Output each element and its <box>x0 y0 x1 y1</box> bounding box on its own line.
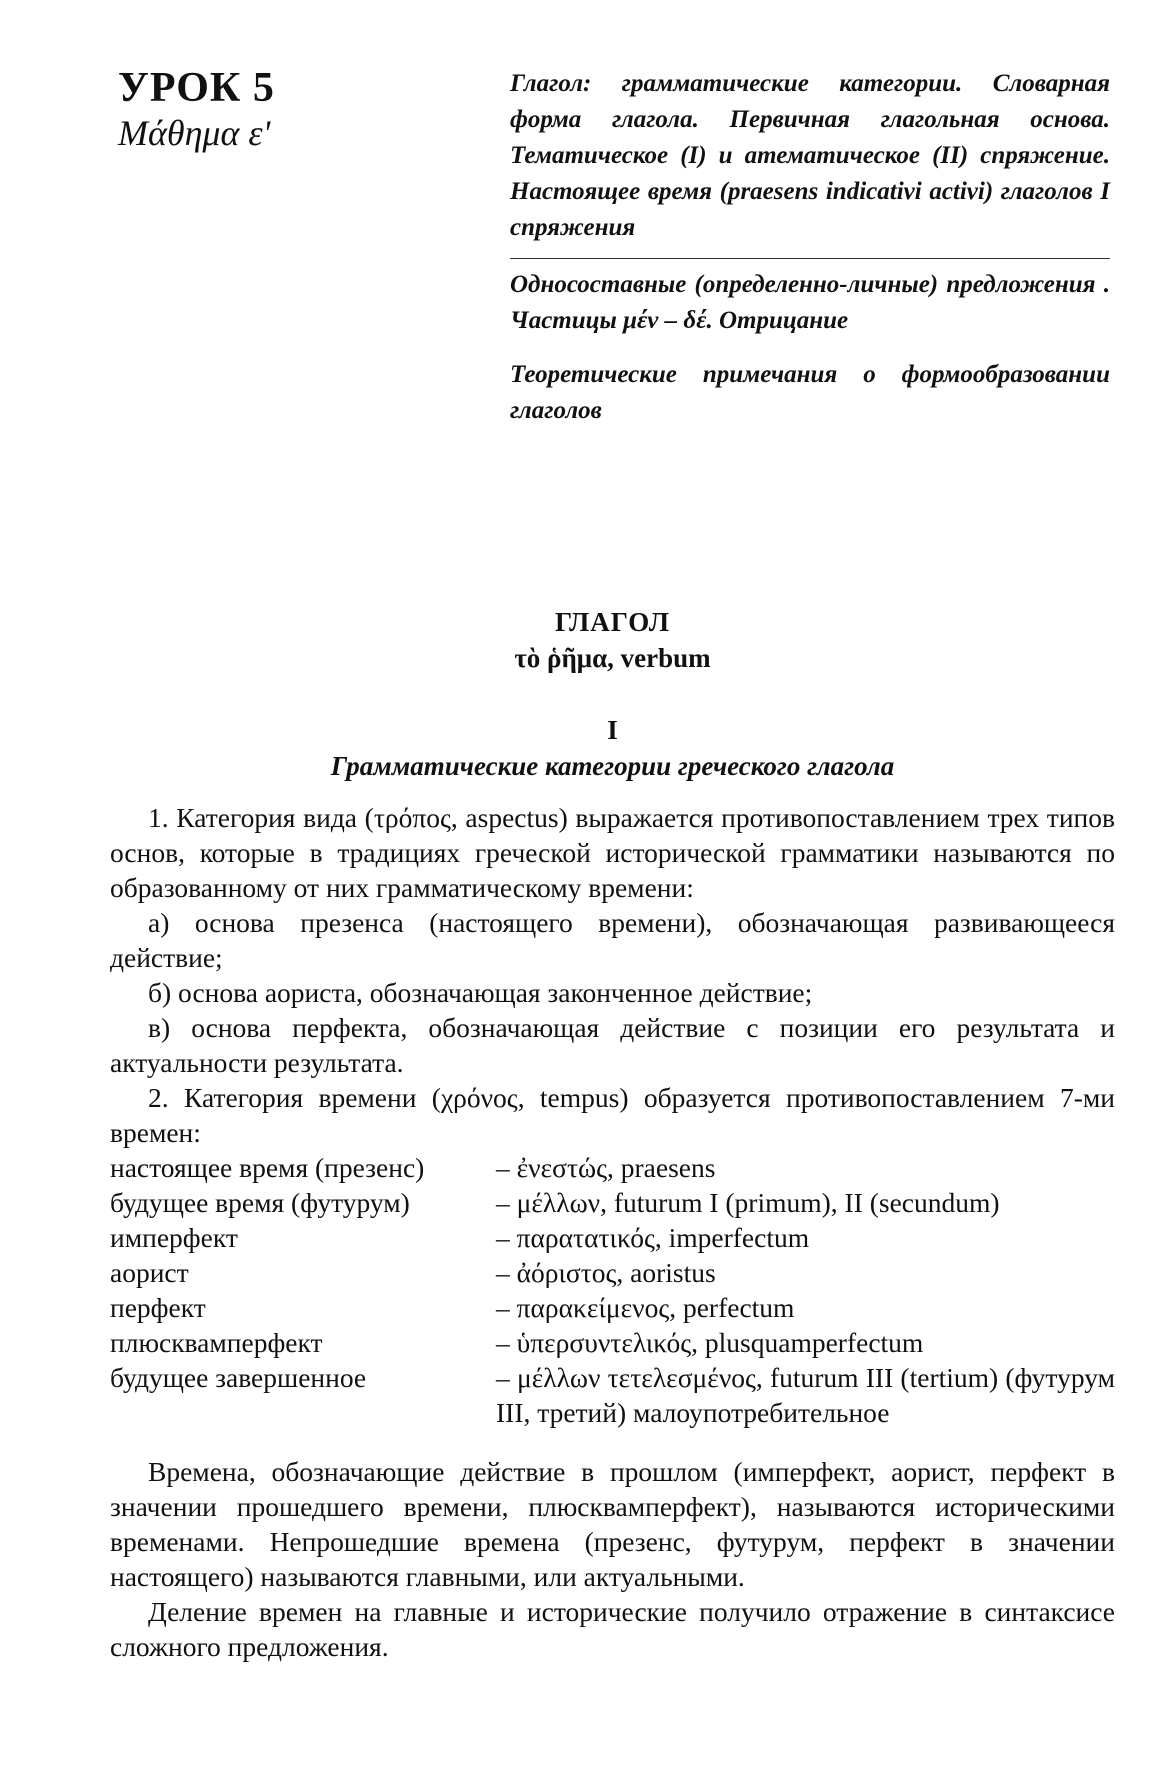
subsection-number: I <box>607 715 618 745</box>
tense-name-ru: будущее время (футурум) <box>110 1187 410 1218</box>
lesson-topics <box>510 66 1110 429</box>
tense-name-gr: – ἀόριστος, aoristus <box>496 1257 716 1288</box>
paragraph-tense: 2. Категория времени (χρόνος, tempus) образуется противопоставлением 7-ми времен: <box>110 1082 1115 1148</box>
tense-row <box>110 1150 1115 1185</box>
lesson-header <box>118 64 275 154</box>
tense-row <box>110 1185 1115 1220</box>
section-subtitle: τὸ ῥῆμα, verbum <box>514 643 711 673</box>
paragraph-tense-division: Деление времен на главные и исторические получило отражение в синтаксисе сложного предложения. <box>110 1596 1115 1662</box>
paragraph-aspect: 1. Категория вида (τρόπος, aspectus) выражается противопоставлением трех типов основ, которые в традициях греческой исторической грамматики называются по образованному от них грамматическому времени: <box>110 802 1115 903</box>
tense-row <box>110 1290 1115 1325</box>
list-item-c: в) основа перфекта, обозначающая действие с позиции его результата и актуальности результата. <box>110 1012 1115 1078</box>
tense-name-ru: перфект <box>110 1292 206 1323</box>
list-item-b: б) основа аориста, обозначающая законченное действие; <box>148 977 813 1008</box>
section-title: ГЛАГОЛ <box>554 607 670 637</box>
tense-table <box>110 1150 1115 1430</box>
lesson-greek-title: Μάθημα ε' <box>118 113 271 153</box>
tense-row <box>110 1255 1115 1290</box>
tense-name-gr: – ἐνεστώς, praesens <box>496 1152 716 1183</box>
topic-verb-categories: Глагол: грамматические категории. Словарная форма глагола. Первичная глагольная основа. Тематическое (I) и атематическое (II) спряжение. Настоящее время (praesens indicativi activi) глаголов I спряжения <box>510 70 1110 241</box>
paragraph-historical-tenses: Времена, обозначающие действие в прошлом (имперфект, аорист, перфект в значении прошедшего времени, плюсквамперфект), называются историческими временами. Непрошедшие времена (презенс, футурум, перфект в значении настоящего) называются главными, или актуальными. <box>110 1456 1115 1592</box>
tense-name-ru: аорист <box>110 1257 189 1288</box>
tense-row <box>110 1325 1115 1360</box>
tense-name-ru: имперфект <box>110 1222 238 1253</box>
topic-syntax: Односоставные (определенно-личные) предложения . Частицы μέν – δέ. Отрицание <box>510 271 1110 334</box>
tense-name-gr: – ὑπερσυντελικός, plusquamperfectum <box>496 1327 924 1358</box>
tense-name-gr: – μέλλων τετελεσμένος, futurum III (tertium) (футурум III, третий) малоупотребительное <box>496 1362 1115 1428</box>
tense-name-ru: будущее завершенное <box>110 1362 367 1393</box>
list-item-a: а) основа презенса (настоящего времени), обозначающая развивающееся действие; <box>110 907 1115 973</box>
topic-theory: Теоретические примечания о формообразовании глаголов <box>510 361 1110 424</box>
tense-name-gr: – παρακείμενος, perfectum <box>496 1292 795 1323</box>
subsection-heading: Грамматические категории греческого глагола <box>330 751 895 781</box>
lesson-number: УРОК 5 <box>118 65 275 111</box>
topic-divider <box>510 258 1110 259</box>
body-text <box>110 800 1115 1664</box>
tense-row <box>110 1220 1115 1255</box>
tense-name-ru: плюсквамперфект <box>110 1327 323 1358</box>
tense-name-ru: настоящее время (презенс) <box>110 1152 425 1183</box>
tense-row <box>110 1360 1115 1430</box>
tense-name-gr: – μέλλων, futurum I (primum), II (secundum) <box>496 1187 1000 1218</box>
tense-name-gr: – παρατατικός, imperfectum <box>496 1222 810 1253</box>
